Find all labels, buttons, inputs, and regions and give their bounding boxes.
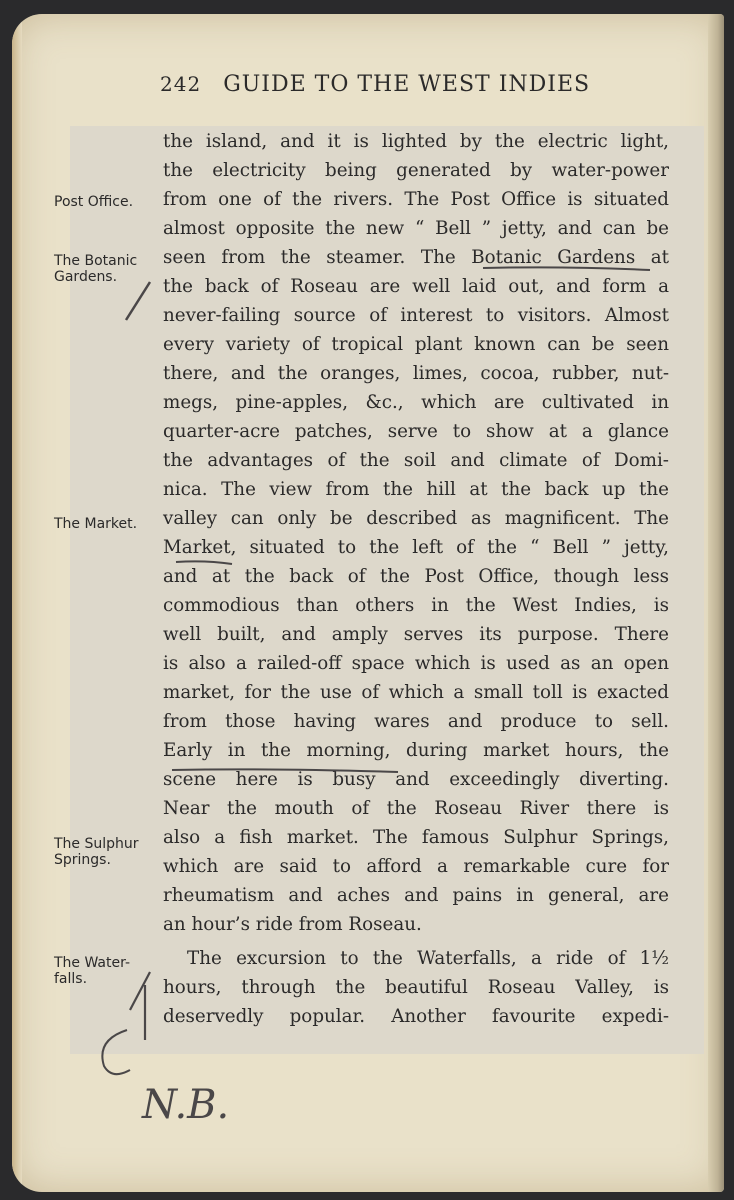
body-line: never-failing source of interest to visitors. Almost <box>163 305 669 326</box>
underline-early-morning <box>172 769 398 772</box>
body-line: scene here is busy and exceedingly diverting. <box>163 769 669 790</box>
margin-note-waterfalls: The Water- falls. <box>54 955 131 987</box>
margin-note-post-office: Post Office. <box>54 194 134 210</box>
body-line: there, and the oranges, limes, cocoa, rubber, nut- <box>163 363 669 384</box>
body-line: seen from the steamer. The Botanic Gardens at <box>163 247 669 268</box>
body-line: valley can only be described as magnificent. The <box>163 508 669 529</box>
body-line: almost opposite the new “ Bell ” jetty, and can be <box>163 218 669 239</box>
margin-note-market: The Market. <box>54 516 138 532</box>
body-line: well built, and amply serves its purpose. There <box>163 624 669 645</box>
body-line: the advantages of the soil and climate of Domi- <box>163 450 669 471</box>
body-line: megs, pine-apples, &c., which are cultivated in <box>163 392 669 413</box>
body-line: every variety of tropical plant known can be seen <box>163 334 669 355</box>
body-line: commodious than others in the West Indies, is <box>163 595 669 616</box>
body-line: quarter-acre patches, serve to show at a glance <box>163 421 669 442</box>
body-line: and at the back of the Post Office, though less <box>163 566 669 587</box>
margin-note-botanic-gardens: The Botanic Gardens. <box>54 253 138 285</box>
body-line: deservedly popular. Another favourite expedi- <box>163 1006 669 1027</box>
body-line: is also a railed-off space which is used as an open <box>163 653 669 674</box>
body-line: Early in the morning, during market hours, the <box>163 740 669 761</box>
body-line: from those having wares and produce to sell. <box>163 711 669 732</box>
pencil-slash-mark <box>126 282 150 320</box>
running-title: GUIDE TO THE WEST INDIES <box>223 72 591 97</box>
body-line: also a fish market. The famous Sulphur Springs, <box>163 827 669 848</box>
body-line: the back of Roseau are well laid out, and form a <box>163 276 669 297</box>
underline-market <box>176 561 232 564</box>
body-line: nica. The view from the hill at the back up the <box>163 479 669 500</box>
body-line: market, for the use of which a small toll is exacted <box>163 682 669 703</box>
body-line: The excursion to the Waterfalls, a ride of 1½ <box>187 948 669 969</box>
body-line: hours, through the beautiful Roseau Valley, is <box>163 977 669 998</box>
body-line: Market, situated to the left of the “ Bell ” jetty, <box>163 537 669 558</box>
body-line: which are said to afford a remarkable cure for <box>163 856 669 877</box>
body-line: an hour’s ride from Roseau. <box>163 914 422 935</box>
body-line: Near the mouth of the Roseau River there is <box>163 798 669 819</box>
body-line: the electricity being generated by water-power <box>163 160 669 181</box>
body-line: from one of the rivers. The Post Office is situated <box>163 189 669 210</box>
pencil-bracket-mark <box>130 972 150 1040</box>
page-number: 242 <box>160 72 202 96</box>
body-line: rheumatism and aches and pains in general, are <box>163 885 669 906</box>
underline-botanic-gardens <box>483 267 650 270</box>
handwritten-nb-note: N.B. <box>142 1082 230 1128</box>
body-line: the island, and it is lighted by the electric light, <box>163 131 669 152</box>
margin-note-sulphur-springs: The Sulphur Springs. <box>54 836 139 868</box>
pencil-curve-mark <box>102 1030 130 1074</box>
